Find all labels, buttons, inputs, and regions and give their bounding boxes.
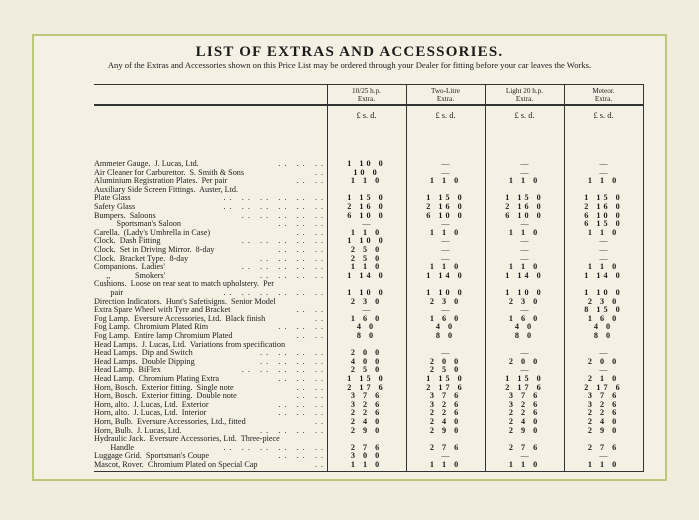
leader-dots: . . . . . . [278, 451, 324, 461]
price-cell: 2 4 0 [587, 417, 620, 426]
price-cell: 2 17 6 [584, 382, 623, 392]
row-label: Mascot, Rover. Chromium Plated on Special Cap [94, 460, 258, 469]
row-label: Hydraulic Jack. Eversure Accessories, Ltd. Three-piece [94, 434, 280, 444]
price-cell: 1 6 0 [587, 313, 620, 323]
row-label: Ammeter Gauge. J. Lucas, Ltd. [94, 159, 199, 168]
price-cell: 2 3 0 [587, 296, 620, 306]
price-cell: 2 4 0 [429, 417, 462, 426]
row-label: Head Lamp. Chromium Plating Extra [94, 374, 220, 383]
price-cell: 3 2 6 [508, 399, 541, 409]
price-cell: 1 1 0 [350, 262, 383, 272]
price-cell: 2 17 6 [505, 382, 544, 392]
row-label: Sportsman's Saloon [94, 219, 181, 229]
price-cell: — [520, 348, 529, 358]
row-label: Horn, Bulb. Eversure Accessories, Ltd., fitted [94, 417, 246, 426]
leader-dots: . . . . . . . . . . [241, 210, 324, 220]
price-cell: 8 0 [356, 331, 377, 340]
row-label: Safety Glass [94, 202, 136, 211]
price-cell: 2 5 0 [350, 253, 383, 263]
price-cell: 4 0 [435, 322, 456, 332]
price-cell: 3 7 6 [587, 391, 620, 401]
price-cell: 1 15 0 [426, 374, 465, 383]
row-label: Head Lamps. J. Lucas, Ltd. Variations from specification [94, 339, 286, 349]
price-cell: — [441, 245, 450, 254]
leader-dots: . . . . . . [278, 374, 324, 383]
price-cell: 4 0 0 [350, 356, 383, 366]
price-cell: 2 17 6 [347, 382, 386, 392]
price-cell: — [599, 365, 608, 375]
row-label: Companions. Ladies' [94, 262, 165, 272]
price-cell: 1 10 0 [347, 236, 386, 246]
price-cell: 2 5 0 [350, 245, 383, 254]
price-cell: — [520, 305, 529, 315]
price-cell: 2 9 0 [350, 425, 383, 435]
currency-header: £ s. d. [514, 111, 535, 120]
leader-dots: . . . . . . . . . . [241, 365, 324, 375]
price-cell: 8 0 [435, 331, 456, 340]
column-header-sub: Extra. [594, 95, 613, 103]
price-cell: 1 6 0 [350, 313, 383, 323]
leader-dots: . . . . . . . . . . . . [223, 442, 324, 452]
price-cell: 1 10 0 [426, 288, 465, 297]
price-cell: 1 6 0 [429, 313, 462, 323]
price-cell: — [599, 159, 608, 168]
price-cell: 3 2 6 [350, 399, 383, 409]
price-cell: — [520, 236, 529, 246]
column-header-name: Light 20 h.p. [505, 87, 544, 95]
price-cell: 4 0 [514, 322, 535, 332]
leader-dots: . . . . . . . . [260, 253, 324, 263]
price-cell: 2 7 6 [508, 442, 541, 452]
price-cell: 1 14 0 [426, 270, 465, 280]
price-cell: — [362, 305, 371, 315]
row-label: Extra Spare Wheel with Tyre and Bracket [94, 305, 231, 315]
price-cell: 10 0 [353, 167, 380, 177]
leader-dots: . . . . . . . . . . [241, 236, 324, 246]
currency-header: £ s. d. [356, 111, 377, 120]
price-cell: 2 2 6 [350, 408, 383, 418]
row-label: Bumpers. Saloons [94, 210, 156, 220]
price-cell: 1 1 0 [350, 176, 383, 186]
price-cell: — [441, 167, 450, 177]
price-cell: 1 1 0 [350, 460, 383, 469]
column-header [564, 87, 643, 103]
leader-dots: . . . . . . [278, 322, 324, 332]
price-cell: 1 10 0 [505, 288, 544, 297]
price-cell: 6 15 0 [584, 219, 623, 229]
price-cell: 2 9 0 [587, 425, 620, 435]
price-cell: — [441, 219, 450, 229]
price-cell: 1 14 0 [584, 270, 623, 280]
row-label: Horn, Bosch. Exterior fitting. Single note [94, 382, 234, 392]
leader-dots: . . . . . . [278, 245, 324, 254]
price-cell: 2 0 0 [429, 356, 462, 366]
price-cell: — [520, 245, 529, 254]
row-label: Auxiliary Side Screen Fittings. Auster, Ltd. [94, 184, 239, 194]
price-cell: 1 1 0 [508, 460, 541, 469]
row-label: Clock. Set in Driving Mirror. 8-day [94, 245, 215, 254]
price-cell: 1 1 0 [587, 227, 620, 237]
row-label: Horn, Bulb. J. Lucas, Ltd. [94, 425, 182, 435]
row-label: pair [94, 288, 124, 297]
page-title: LIST OF EXTRAS AND ACCESSORIES. [195, 44, 504, 60]
leader-dots: . . . . . . . . . . [241, 262, 324, 272]
column-header-name: Two-Litre [430, 87, 461, 95]
price-cell: — [599, 236, 608, 246]
page-subtitle: Any of the Extras and Accessories shown on this Price List may be ordered through your Dealer for fitting before your car leaves the Works. [107, 60, 592, 70]
row-label: Head Lamp. BiFlex [94, 365, 161, 375]
price-cell: 1 1 0 [587, 176, 620, 186]
price-cell: 2 2 6 [429, 408, 462, 418]
leader-dots: . . . . [296, 391, 324, 401]
currency-header: £ s. d. [593, 111, 614, 120]
price-cell: 2 7 6 [429, 442, 462, 452]
price-cell: 8 15 0 [584, 305, 623, 315]
price-cell: 2 4 0 [508, 417, 541, 426]
price-cell: 3 7 6 [508, 391, 541, 401]
price-cell: 1 1 0 [508, 262, 541, 272]
table-top-rule [94, 84, 644, 85]
price-cell: 2 16 0 [505, 202, 544, 211]
price-cell: 1 14 0 [505, 270, 544, 280]
leader-dots: . . . . . . [278, 219, 324, 229]
column-header-sub: Extra. [436, 95, 455, 103]
leader-dots: . . . . . . [278, 159, 324, 168]
row-label: Fog Lamp. Chromium Plated Rim [94, 322, 209, 332]
price-cell: — [520, 167, 529, 177]
leader-dots: . . . . . . [278, 408, 324, 418]
price-cell: 1 14 0 [347, 270, 386, 280]
price-cell: 8 0 [593, 331, 614, 340]
row-label: Carella. (Lady's Umbrella in Case) [94, 227, 211, 237]
price-cell: 1 10 0 [584, 288, 623, 297]
price-cell: 2 2 6 [587, 408, 620, 418]
price-cell: 1 1 0 [429, 262, 462, 272]
price-cell: 2 5 0 [429, 365, 462, 375]
currency-header: £ s. d. [435, 111, 456, 120]
price-cell: — [599, 167, 608, 177]
price-cell: 1 1 0 [587, 262, 620, 272]
price-cell: 4 0 [593, 322, 614, 332]
price-cell: — [441, 236, 450, 246]
row-label: Fog Lamp. Eversure Accessories, Ltd. Black finish [94, 313, 266, 323]
column-header [485, 87, 564, 103]
price-cell: — [520, 159, 529, 168]
price-cell: — [441, 159, 450, 168]
price-cell: 2 7 6 [587, 442, 620, 452]
table-bottom-rule [94, 471, 644, 472]
leader-dots: . . . . [296, 176, 324, 186]
price-cell: 2 7 6 [350, 442, 383, 452]
row-label: Direction Indicators. Hunt's Safetisigns. Senior Model [94, 296, 276, 306]
leader-dots: . . . . . . . . [260, 356, 324, 366]
price-cell: 1 6 0 [508, 313, 541, 323]
price-cell: 1 1 0 [350, 227, 383, 237]
price-cell: 2 1 0 [587, 374, 620, 383]
price-cell: 3 2 6 [429, 399, 462, 409]
row-label: ,, Smokers' [94, 270, 166, 280]
price-cell: 1 1 0 [587, 460, 620, 469]
price-cell: 3 0 0 [350, 451, 383, 461]
leader-dots: . . . . [296, 331, 324, 340]
price-cell: 8 0 [514, 331, 535, 340]
price-cell: 6 10 0 [426, 210, 465, 220]
price-cell: — [441, 253, 450, 263]
price-cell: 3 7 6 [350, 391, 383, 401]
price-cell: 1 15 0 [426, 193, 465, 203]
price-cell: 6 10 0 [505, 210, 544, 220]
row-label: Aluminium Registration Plates. Per pair [94, 176, 228, 186]
price-cell: 3 7 6 [429, 391, 462, 401]
price-cell: 2 17 6 [426, 382, 465, 392]
price-cell: — [441, 305, 450, 315]
price-cell: 2 16 0 [584, 202, 623, 211]
table-header-rule [94, 104, 644, 106]
row-label: Horn, alto. J. Lucas, Ltd. Exterior [94, 399, 209, 409]
price-cell: — [520, 451, 529, 461]
leader-dots: . . [314, 460, 324, 469]
price-cell: 2 3 0 [429, 296, 462, 306]
price-cell: 1 1 0 [508, 176, 541, 186]
leader-dots: . . . . . . [278, 399, 324, 409]
price-cell: 1 10 0 [347, 159, 386, 168]
price-cell: 1 1 0 [429, 176, 462, 186]
leader-dots: . . . . . . . . . . . . [223, 202, 324, 211]
price-cell: 1 10 0 [347, 288, 386, 297]
price-cell: 2 16 0 [347, 202, 386, 211]
price-cell: 3 2 6 [587, 399, 620, 409]
price-cell: — [599, 348, 608, 358]
price-cell: 2 4 0 [350, 417, 383, 426]
row-label: Horn, alto. J. Lucas, Ltd. Interior [94, 408, 207, 418]
price-cell: 1 15 0 [584, 193, 623, 203]
leader-dots: . . . . . . . . . . . . [223, 288, 324, 297]
row-label: Horn, Bosch. Exterior fitting. Double note [94, 391, 237, 401]
price-cell: 2 0 0 [508, 356, 541, 366]
price-cell: — [599, 245, 608, 254]
column-header-name: Meteor. [592, 87, 615, 95]
row-label: Luggage Grid. Sportsman's Coupe [94, 451, 209, 461]
price-cell: — [520, 253, 529, 263]
leader-dots: . . . . . . . . . . . . [223, 193, 324, 203]
price-cell: — [599, 253, 608, 263]
leader-dots: . . . . . . . . [260, 348, 324, 358]
price-cell: 2 2 6 [508, 408, 541, 418]
price-cell: 4 0 [356, 322, 377, 332]
price-cell: — [441, 348, 450, 358]
price-cell: 1 15 0 [347, 374, 386, 383]
column-header-sub: Extra. [515, 95, 534, 103]
row-label: Air Cleaner for Carburettor. S. Smith & Sons [94, 167, 245, 177]
column-header [406, 87, 485, 103]
price-cell: — [599, 451, 608, 461]
price-cell: 1 1 0 [429, 227, 462, 237]
row-label: Clock. Dash Fitting [94, 236, 161, 246]
price-cell: 6 10 0 [584, 210, 623, 220]
column-header-sub: Extra. [357, 95, 376, 103]
leader-dots: . . [314, 417, 324, 426]
price-cell: — [362, 219, 371, 229]
row-label: Fog Lamp. Entire lamp Chromium Plated [94, 331, 233, 340]
row-label: Head Lamps. Dip and Switch [94, 348, 193, 358]
row-label: Plate Glass [94, 193, 131, 203]
table-row [94, 460, 644, 469]
price-cell: 1 15 0 [505, 374, 544, 383]
row-label: Head Lamps. Double Dipping [94, 356, 195, 366]
price-cell: 2 0 0 [587, 356, 620, 366]
row-label: Clock. Bracket Type. 8-day [94, 253, 189, 263]
price-cell: 1 1 0 [508, 227, 541, 237]
price-cell: 2 5 0 [350, 365, 383, 375]
price-cell: 1 15 0 [347, 193, 386, 203]
price-cell: 2 3 0 [508, 296, 541, 306]
leader-dots: . . . . [296, 227, 324, 237]
price-cell: 6 10 0 [347, 210, 386, 220]
row-label: Handle [94, 442, 135, 452]
price-cell: 1 15 0 [505, 193, 544, 203]
column-header [327, 87, 406, 103]
leader-dots: . . [314, 167, 324, 177]
price-cell: — [520, 365, 529, 375]
leader-dots: . . . . [296, 382, 324, 392]
leader-dots: . . . . . . . . [260, 270, 324, 280]
price-cell: 2 3 0 [350, 296, 383, 306]
leader-dots: . . . . . . . . [260, 425, 324, 435]
price-cell: — [520, 219, 529, 229]
price-cell: 2 9 0 [429, 425, 462, 435]
price-cell: 2 16 0 [426, 202, 465, 211]
price-cell: 2 9 0 [508, 425, 541, 435]
price-cell: 2 0 0 [350, 348, 383, 358]
leader-dots: . . . . [296, 305, 324, 315]
page-frame [32, 34, 667, 481]
column-header-name: 10/25 h.p. [352, 87, 381, 95]
row-label: Cushions. Loose on rear seat to match upholstery. Per [94, 279, 275, 289]
leader-dots: . . [314, 313, 324, 323]
price-table [94, 84, 644, 507]
price-cell: — [441, 451, 450, 461]
price-cell: 1 1 0 [429, 460, 462, 469]
